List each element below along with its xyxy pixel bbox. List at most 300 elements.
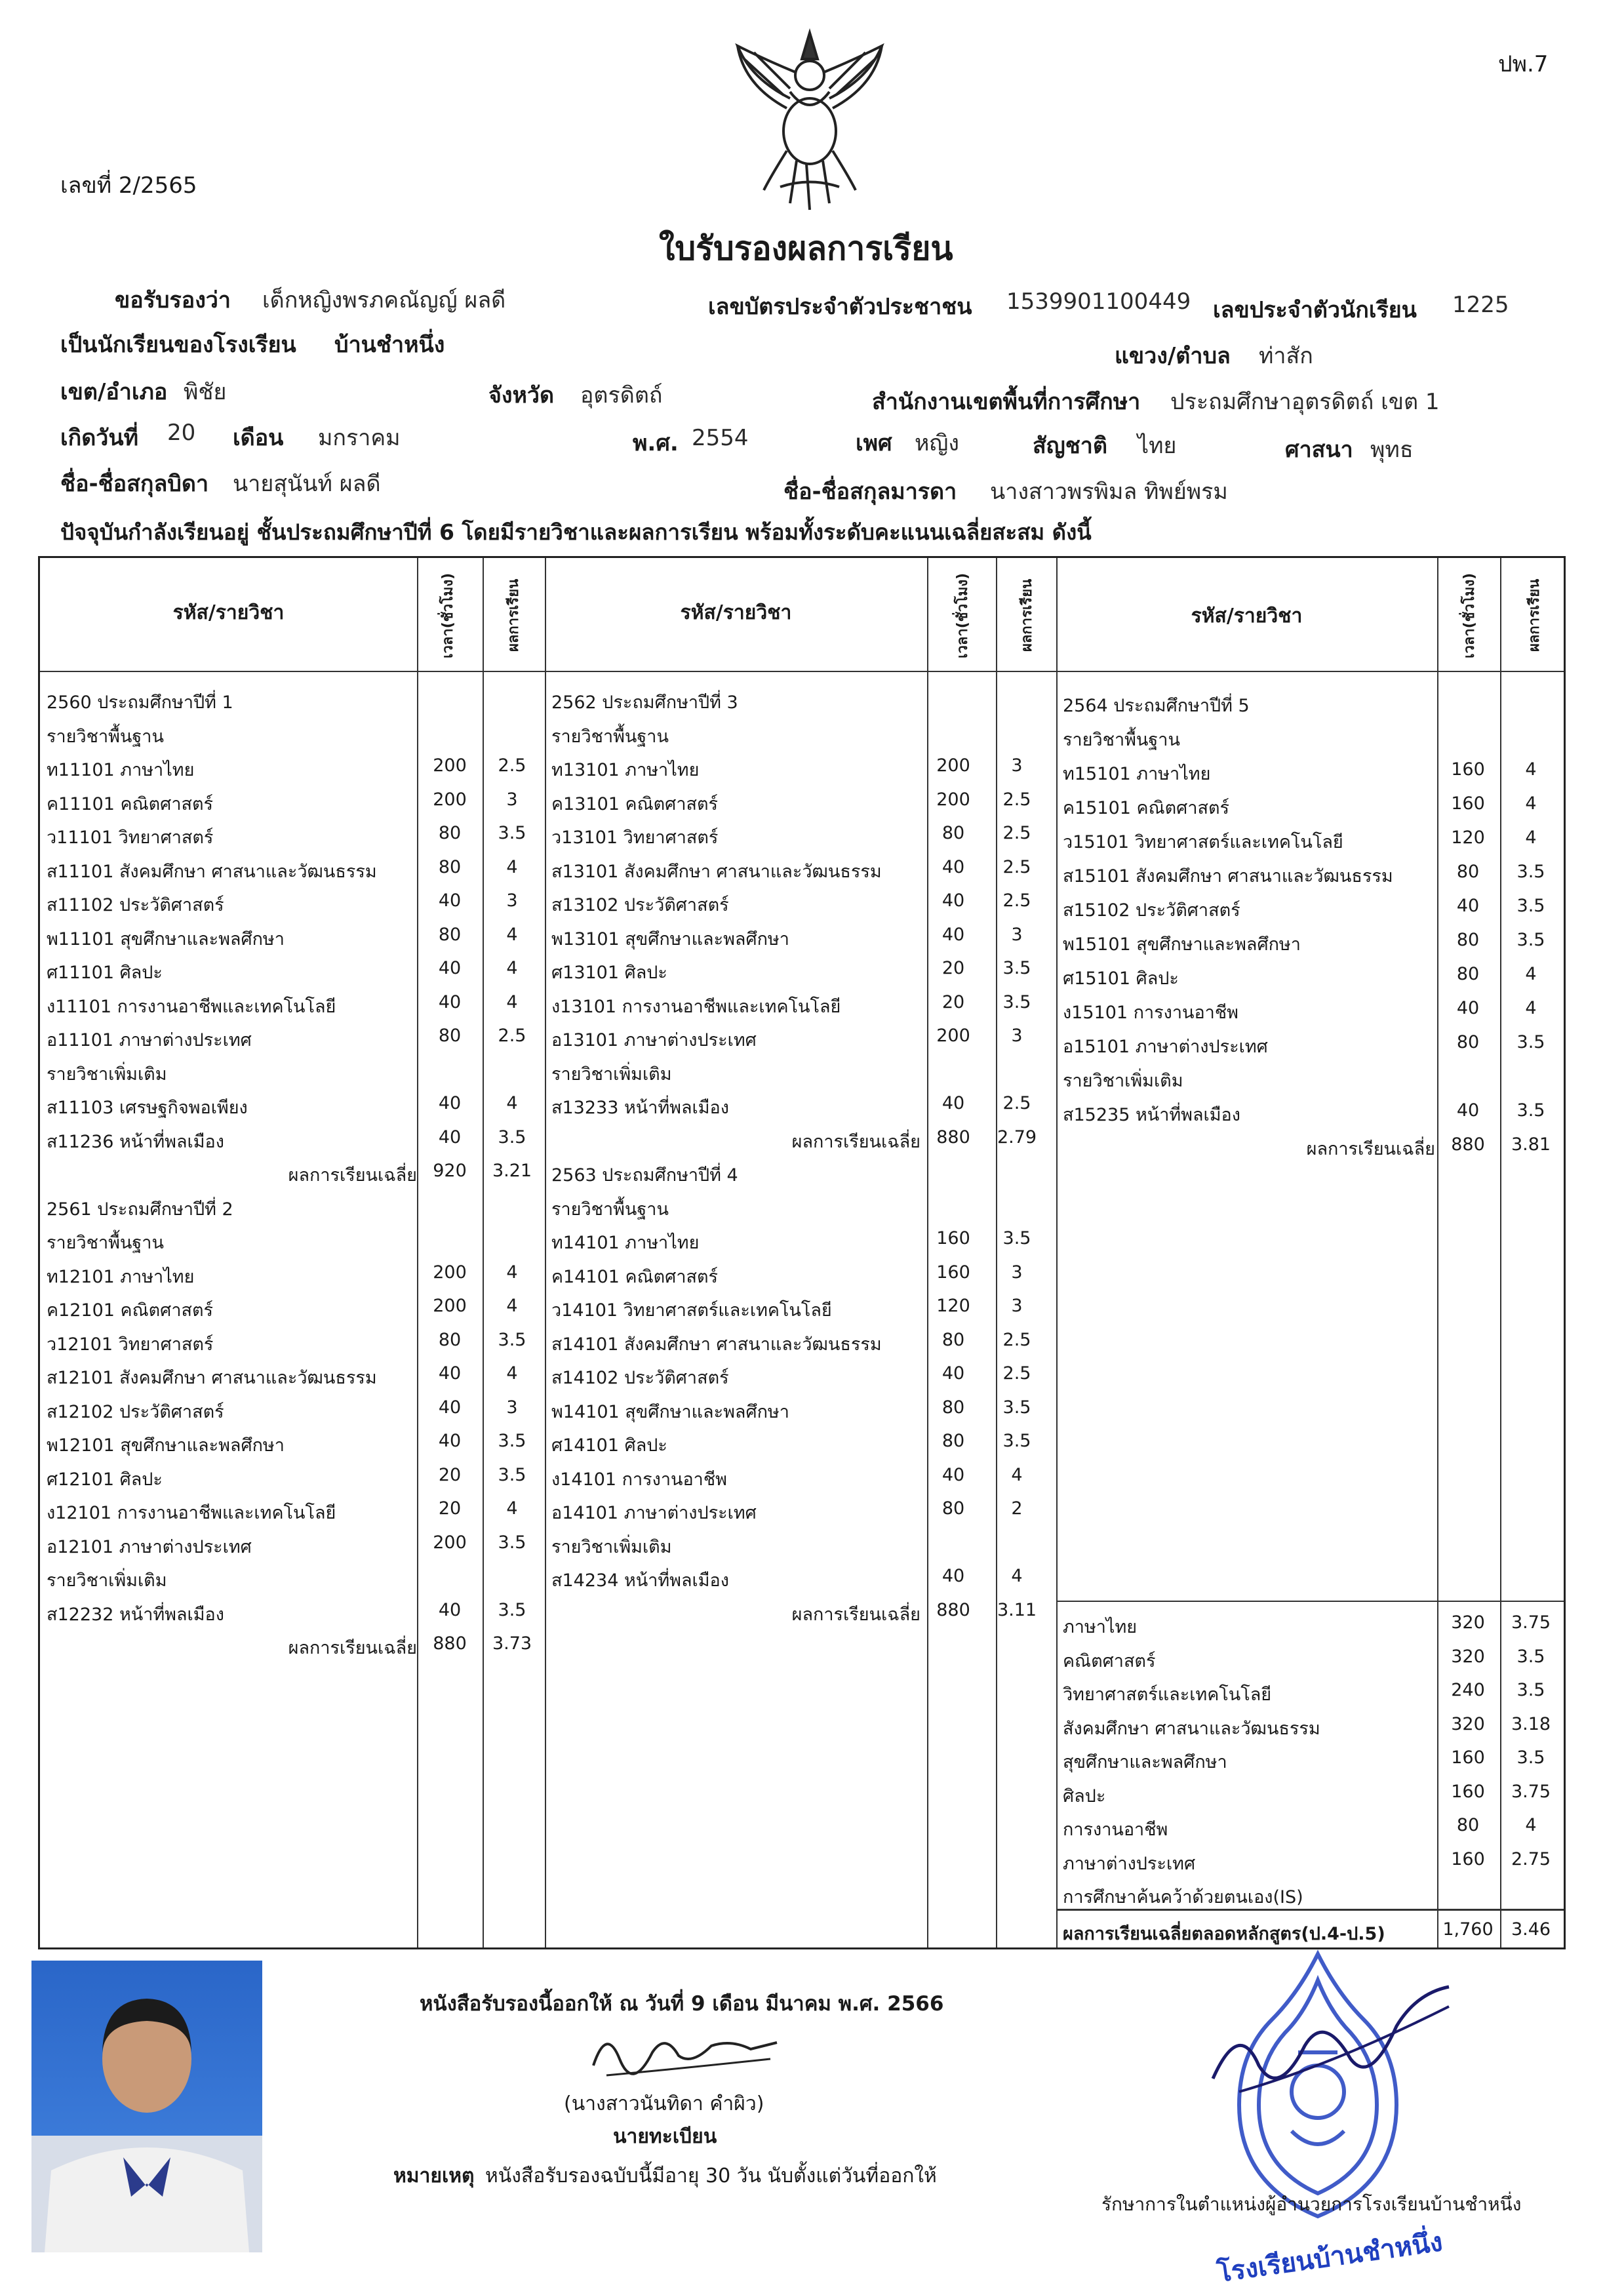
subject-hours: 880 — [1451, 1134, 1485, 1155]
id-card-label: เลขบัตรประจำตัวประชาชน — [708, 294, 972, 320]
subject-row — [40, 1020, 538, 1054]
subject-grade: 4 — [1525, 1815, 1537, 1835]
subject-name: พ15101 สุขศึกษาและพลศึกษา — [1063, 934, 1301, 955]
subject-hours: 200 — [936, 789, 970, 810]
section-row — [40, 1054, 538, 1088]
subject-grade: 3.73 — [492, 1633, 532, 1654]
subject-name: พ11101 สุขศึกษาและพลศึกษา — [47, 928, 285, 949]
header-subject-3: รหัส/รายวิชา — [1191, 605, 1303, 628]
subject-hours: 40 — [941, 856, 965, 877]
subject-grade: 2.5 — [1002, 1093, 1031, 1113]
district: พิชัย — [184, 379, 227, 405]
subject-name: ง14101 การงานอาชีพ — [551, 1469, 727, 1490]
subject-hours: 80 — [941, 823, 965, 843]
subject-hours: 160 — [1451, 1848, 1485, 1869]
subject-name: ส12232 หน้าที่พลเมือง — [47, 1604, 224, 1625]
subject-row — [1056, 890, 1557, 925]
subject-grade: 3 — [506, 789, 518, 810]
subject-grade: 4 — [1525, 828, 1537, 848]
subject-name: รายวิชาพื้นฐาน — [551, 726, 669, 747]
id-card: 1539901100449 — [1006, 289, 1191, 315]
subject-grade: 3 — [1011, 755, 1023, 776]
form-code: ปพ.7 — [1498, 51, 1549, 77]
subject-name: ว11101 วิทยาศาสตร์ — [47, 828, 214, 848]
subject-name: พ12101 สุขศึกษาและพลศึกษา — [47, 1435, 285, 1456]
header-hours-2: เวลา(ชั่วโมง) — [955, 572, 971, 658]
header-grade-3: ผลการเรียน — [1526, 578, 1543, 652]
subject-hours: 40 — [941, 1093, 965, 1113]
subject-row — [40, 953, 538, 987]
subject-hours: 160 — [1451, 793, 1485, 814]
subject-row — [40, 1325, 538, 1359]
subject-grade: 4 — [506, 1093, 518, 1113]
subject-hours: 920 — [433, 1161, 467, 1181]
average-row — [40, 1628, 538, 1662]
subject-grade: 3.5 — [1002, 1431, 1031, 1451]
father-label: ชื่อ-ชื่อสกุลบิดา — [60, 471, 209, 497]
subject-grade: 4 — [1525, 964, 1537, 984]
subject-row — [1056, 1095, 1557, 1129]
subject-name: ค13101 คณิตศาสตร์ — [551, 793, 718, 814]
status-line: ปัจจุบันกำลังเรียนอยู่ ชั้นประถมศึกษาปีที่ 6 โดยมีรายวิชาและผลการเรียน พร้อมทั้งระดับคะแนนเฉลี่ยสะสม ดังนี้ — [60, 519, 1092, 545]
section-row — [1056, 720, 1557, 754]
student-no: 1225 — [1452, 292, 1509, 318]
subject-row — [545, 1088, 1043, 1122]
subject-grade: 4 — [506, 991, 518, 1012]
subject-grade: 2.5 — [1002, 1363, 1031, 1384]
director-signature-icon — [1200, 1967, 1475, 2111]
subject-row — [40, 1527, 538, 1561]
subject-name: รายวิชาพื้นฐาน — [47, 1233, 164, 1253]
subject-name: ผลการเรียนเฉลี่ย — [791, 1131, 921, 1152]
subject-name: ส15101 สังคมศึกษา ศาสนาและวัฒนธรรม — [1063, 866, 1393, 887]
subject-name: 2564 ประถมศึกษาปีที่ 5 — [1063, 696, 1250, 716]
average-row — [1056, 1129, 1557, 1163]
subject-hours: 40 — [941, 1566, 965, 1586]
subject-name: ภาษาต่างประเทศ — [1063, 1853, 1196, 1874]
subject-hours: 200 — [433, 1532, 467, 1553]
subject-row — [40, 852, 538, 886]
subject-name: ส14101 สังคมศึกษา ศาสนาและวัฒนธรรม — [551, 1334, 882, 1355]
subject-hours: 40 — [438, 1363, 462, 1384]
subject-hours: 880 — [936, 1127, 970, 1148]
subject-name: ว14101 วิทยาศาสตร์และเทคโนโลยี — [551, 1300, 832, 1321]
subject-row — [40, 750, 538, 784]
subject-hours: 40 — [438, 958, 462, 978]
note-label: หมายเหตุ — [393, 2165, 475, 2187]
subject-name: รายวิชาเพิ่มเติม — [47, 1570, 167, 1591]
subject-name: ง12101 การงานอาชีพและเทคโนโลยี — [47, 1503, 336, 1523]
subject-hours: 40 — [941, 924, 965, 945]
subject-hours: 80 — [438, 1329, 462, 1350]
area-office-label: สำนักงานเขตพื้นที่การศึกษา — [872, 389, 1141, 415]
subject-name: ส13101 สังคมศึกษา ศาสนาและวัฒนธรรม — [551, 861, 882, 882]
subject-name: ผลการเรียนเฉลี่ย — [1306, 1139, 1435, 1159]
subject-name: รายวิชาเพิ่มเติม — [47, 1064, 167, 1085]
subject-name: อ11101 ภาษาต่างประเทศ — [47, 1030, 252, 1050]
subject-grade: 3.5 — [1002, 958, 1031, 978]
subject-grade: 4 — [506, 958, 518, 978]
section-row — [40, 683, 538, 717]
subject-grade: 4 — [1525, 759, 1537, 780]
birth-month-label: เดือน — [233, 425, 284, 451]
subject-row — [545, 1020, 1043, 1054]
birth-year: 2554 — [692, 425, 749, 451]
subject-hours: 200 — [433, 1262, 467, 1283]
subject-row — [40, 1392, 538, 1426]
subject-row — [545, 784, 1043, 818]
subject-hours: 80 — [1456, 1815, 1480, 1835]
subject-name: 2562 ประถมศึกษาปีที่ 3 — [551, 692, 738, 713]
subject-name: ส11236 หน้าที่พลเมือง — [47, 1131, 224, 1152]
birth-day: 20 — [167, 420, 196, 446]
subject-name: สังคมศึกษา ศาสนาและวัฒนธรรม — [1063, 1718, 1320, 1739]
section-row — [1056, 686, 1557, 720]
subject-row — [1056, 959, 1557, 993]
subject-hours: 880 — [433, 1633, 467, 1654]
subject-hours: 40 — [941, 890, 965, 911]
subject-grade: 3.5 — [498, 1329, 526, 1350]
province: อุตรดิตถ์ — [580, 382, 663, 409]
subject-hours: 40 — [438, 1127, 462, 1148]
subject-grade: 3.75 — [1511, 1781, 1551, 1802]
subject-hours: 40 — [1456, 998, 1480, 1018]
subject-row — [545, 750, 1043, 784]
subject-row — [545, 1460, 1043, 1494]
average-row — [545, 1595, 1043, 1629]
subject-row — [1056, 754, 1557, 788]
subject-row — [40, 1426, 538, 1460]
subject-name: ศ11101 ศิลปะ — [47, 963, 163, 983]
section-row — [545, 683, 1043, 717]
subject-grade: 3.5 — [1002, 991, 1031, 1012]
birth-year-label: พ.ศ. — [633, 430, 679, 456]
subject-hours: 40 — [438, 1397, 462, 1418]
student-name: เด็กหญิงพรภคณัญญ์ ผลดี — [262, 287, 506, 313]
subject-hours: 80 — [941, 1431, 965, 1451]
subject-row — [1056, 1877, 1557, 1911]
section-row — [545, 1054, 1043, 1088]
mother-name: นางสาวพรพิมล ทิพย์พรม — [990, 479, 1228, 505]
acting-director-line: รักษาการในตำแหน่งผู้อำนวยการโรงเรียนบ้านชำหนึ่ง — [1101, 2193, 1522, 2215]
subject-name: ศ13101 ศิลปะ — [551, 963, 667, 983]
subject-row — [545, 1493, 1043, 1527]
subject-name: ท11101 ภาษาไทย — [47, 760, 195, 780]
subject-hours: 160 — [936, 1262, 970, 1283]
subject-name: รายวิชาพื้นฐาน — [1063, 730, 1180, 750]
subject-name: ผลการเรียนเฉลี่ย — [288, 1165, 417, 1186]
subject-name: ท15101 ภาษาไทย — [1063, 764, 1211, 784]
subject-grade: 2.75 — [1511, 1848, 1551, 1869]
subject-row — [1056, 856, 1557, 890]
subject-grade: 3.11 — [997, 1599, 1037, 1620]
subject-row — [545, 1561, 1043, 1595]
subject-hours: 40 — [438, 991, 462, 1012]
subject-hours: 320 — [1451, 1612, 1485, 1633]
subject-row — [40, 1493, 538, 1527]
student-photo — [31, 1961, 262, 2252]
subject-row — [40, 784, 538, 818]
subject-hours: 80 — [1456, 1032, 1480, 1052]
subject-name: คณิตศาสตร์ — [1063, 1650, 1156, 1671]
subject-row — [40, 885, 538, 919]
subject-hours: 320 — [1451, 1646, 1485, 1667]
subject-grade: 3.5 — [1002, 1397, 1031, 1418]
subdistrict: ท่าสัก — [1259, 343, 1313, 369]
subject-name: การศึกษาค้นคว้าด้วยตนเอง(IS) — [1063, 1887, 1303, 1907]
subject-name: ค14101 คณิตศาสตร์ — [551, 1266, 718, 1287]
document-number: เลขที่ 2/2565 — [60, 172, 197, 199]
certify-label: ขอรับรองว่า — [115, 287, 231, 313]
subject-row — [545, 1325, 1043, 1359]
subject-grade: 3.5 — [1002, 1228, 1031, 1248]
section-row — [40, 717, 538, 751]
religion-label: ศาสนา — [1285, 437, 1353, 463]
subject-name: การงานอาชีพ — [1063, 1820, 1168, 1840]
subject-hours: 40 — [438, 1431, 462, 1451]
student-portrait-icon — [31, 1961, 262, 2252]
subject-row — [40, 1358, 538, 1392]
subject-hours: 20 — [941, 991, 965, 1012]
director-signature — [1200, 1967, 1475, 2111]
subject-name: ค12101 คณิตศาสตร์ — [47, 1300, 213, 1321]
subject-row — [545, 852, 1043, 886]
header-subject-2: รหัส/รายวิชา — [680, 601, 792, 624]
subject-name: สุขศึกษาและพลศึกษา — [1063, 1752, 1227, 1772]
subject-name: ผลการเรียนเฉลี่ย — [791, 1604, 921, 1625]
subject-name: ง13101 การงานอาชีพและเทคโนโลยี — [551, 996, 841, 1017]
subject-row — [545, 818, 1043, 852]
subject-grade: 3.5 — [498, 1532, 526, 1553]
subject-name: วิทยาศาสตร์และเทคโนโลยี — [1063, 1685, 1272, 1705]
subject-name: ศ15101 ศิลปะ — [1063, 968, 1179, 989]
subject-grade: 3 — [1011, 1026, 1023, 1046]
subject-name: ท12101 ภาษาไทย — [47, 1266, 195, 1287]
father-name: นายสุนันท์ ผลดี — [233, 471, 381, 497]
overall-label: ผลการเรียนเฉลี่ยตลอดหลักสูตร(ป.4-ป.5) — [1063, 1924, 1385, 1944]
subject-grade: 2.5 — [1002, 1329, 1031, 1350]
subject-row — [545, 953, 1043, 987]
subject-grade: 4 — [506, 924, 518, 945]
subject-hours: 880 — [936, 1599, 970, 1620]
subject-hours: 160 — [1451, 759, 1485, 780]
subject-name: ส14102 ประวัติศาสตร์ — [551, 1368, 729, 1388]
district-label: เขต/อำเภอ — [60, 379, 168, 405]
subject-row — [1056, 1709, 1557, 1743]
subject-grade: 3.5 — [498, 823, 526, 843]
overall-grade: 3.46 — [1511, 1919, 1551, 1940]
subject-grade: 3 — [1011, 1262, 1023, 1283]
subject-name: ท13101 ภาษาไทย — [551, 760, 700, 780]
subject-row — [545, 1290, 1043, 1325]
religion: พุทธ — [1370, 437, 1414, 463]
subject-row — [40, 1460, 538, 1494]
section-row — [40, 1189, 538, 1224]
subject-row — [545, 1257, 1043, 1291]
subject-row — [1056, 1776, 1557, 1810]
signature-icon — [580, 2013, 797, 2085]
average-row — [545, 1122, 1043, 1156]
birth-month: มกราคม — [318, 425, 401, 451]
section-row — [545, 1189, 1043, 1224]
school-name: บ้านชำหนึ่ง — [334, 332, 445, 358]
subject-grade: 2.5 — [1002, 856, 1031, 877]
mother-label: ชื่อ-ชื่อสกุลมารดา — [783, 479, 957, 505]
subject-row — [40, 1122, 538, 1156]
subject-name: ศ14101 ศิลปะ — [551, 1435, 667, 1456]
subject-row — [1056, 1810, 1557, 1844]
subject-name: ว13101 วิทยาศาสตร์ — [551, 828, 719, 848]
subject-grade: 4 — [1011, 1566, 1023, 1586]
subject-name: ค15101 คณิตศาสตร์ — [1063, 798, 1229, 818]
subdistrict-label: แขวง/ตำบล — [1115, 343, 1231, 369]
header-grade-1: ผลการเรียน — [505, 578, 522, 652]
subject-grade: 4 — [506, 1262, 518, 1283]
subject-row — [545, 1223, 1043, 1257]
section-row — [545, 717, 1043, 751]
subject-name: ส15102 ประวัติศาสตร์ — [1063, 900, 1240, 921]
subject-row — [40, 919, 538, 953]
subject-row — [1056, 925, 1557, 959]
subject-grade: 4 — [506, 1498, 518, 1519]
subject-row — [1056, 993, 1557, 1027]
subject-hours: 40 — [438, 1093, 462, 1113]
subject-name: พ13101 สุขศึกษาและพลศึกษา — [551, 928, 789, 949]
garuda-icon — [724, 20, 895, 216]
section-row — [545, 1527, 1043, 1561]
seal-text: โรงเรียนบ้านชำหนึ่ง — [1215, 2227, 1445, 2288]
subject-grade: 3.5 — [498, 1127, 526, 1148]
school-label: เป็นนักเรียนของโรงเรียน — [60, 332, 296, 358]
header-hours-1: เวลา(ชั่วโมง) — [440, 572, 456, 658]
subject-grade: 3.5 — [1516, 1100, 1545, 1121]
subject-hours: 40 — [941, 1363, 965, 1384]
subject-name: 2560 ประถมศึกษาปีที่ 1 — [47, 692, 233, 713]
subject-row — [40, 818, 538, 852]
subject-hours: 80 — [438, 1026, 462, 1046]
birth-day-label: เกิดวันที่ — [60, 425, 139, 451]
subject-hours: 160 — [1451, 1781, 1485, 1802]
subject-grade: 3.5 — [1516, 1646, 1545, 1667]
average-row — [40, 1155, 538, 1189]
subject-hours: 120 — [936, 1296, 970, 1316]
province-label: จังหวัด — [488, 382, 555, 409]
subject-grade: 2 — [1011, 1498, 1023, 1519]
subject-grade: 3 — [1011, 924, 1023, 945]
subject-grade: 2.5 — [1002, 823, 1031, 843]
subject-name: อ14101 ภาษาต่างประเทศ — [551, 1503, 757, 1523]
subject-name: พ14101 สุขศึกษาและพลศึกษา — [551, 1401, 789, 1422]
subject-name: ส11102 ประวัติศาสตร์ — [47, 895, 224, 915]
nationality: ไทย — [1138, 433, 1177, 459]
subject-grade: 4 — [1011, 1464, 1023, 1485]
subject-hours: 320 — [1451, 1713, 1485, 1734]
registrar-signature — [580, 2013, 797, 2085]
subject-row — [40, 987, 538, 1021]
subject-grade: 3 — [1011, 1296, 1023, 1316]
header-hours-3: เวลา(ชั่วโมง) — [1461, 572, 1478, 658]
subject-row — [545, 1426, 1043, 1460]
note-text: หนังสือรับรองฉบับนี้มีอายุ 30 วัน นับตั้งแต่วันที่ออกให้ — [485, 2165, 937, 2187]
subject-name: ง15101 การงานอาชีพ — [1063, 1003, 1238, 1023]
subject-name: อ13101 ภาษาต่างประเทศ — [551, 1030, 757, 1050]
subject-grade: 3.18 — [1511, 1713, 1551, 1734]
subject-name: ค11101 คณิตศาสตร์ — [47, 793, 213, 814]
subject-name: ท14101 ภาษาไทย — [551, 1233, 700, 1253]
subject-name: ส12102 ประวัติศาสตร์ — [47, 1401, 224, 1422]
subject-name: ส11103 เศรษฐกิจพอเพียง — [47, 1098, 248, 1118]
subject-hours: 40 — [438, 1599, 462, 1620]
section-row — [545, 1155, 1043, 1189]
subject-name: รายวิชาพื้นฐาน — [551, 1199, 669, 1220]
subject-name: อ15101 ภาษาต่างประเทศ — [1063, 1037, 1268, 1057]
area-office: ประถมศึกษาอุตรดิตถ์ เขต 1 — [1170, 389, 1440, 415]
subject-hours: 20 — [438, 1464, 462, 1485]
subject-name: ภาษาไทย — [1063, 1617, 1138, 1637]
subject-grade: 3.81 — [1511, 1134, 1551, 1155]
subject-row — [545, 987, 1043, 1021]
subject-grade: 3.5 — [1516, 1747, 1545, 1768]
subject-grade: 3.5 — [1516, 1680, 1545, 1700]
subject-grade: 3.5 — [1516, 896, 1545, 916]
subject-row — [545, 1358, 1043, 1392]
page-title: ใบรับรองผลการเรียน — [659, 230, 953, 268]
header-grade-2: ผลการเรียน — [1019, 578, 1035, 652]
subject-name: ส14234 หน้าที่พลเมือง — [551, 1570, 729, 1591]
subject-row — [1056, 1844, 1557, 1878]
section-row — [40, 1561, 538, 1595]
subject-row — [40, 1257, 538, 1291]
subject-row — [545, 1392, 1043, 1426]
subject-grade: 3.5 — [498, 1431, 526, 1451]
subject-row — [1056, 1742, 1557, 1776]
subject-hours: 40 — [438, 890, 462, 911]
subject-hours: 120 — [1451, 828, 1485, 848]
subject-hours: 200 — [433, 789, 467, 810]
registrar-title: นายทะเบียน — [613, 2125, 717, 2148]
registrar-name: (นางสาวนันทิดา คำผิว) — [564, 2092, 764, 2115]
subject-hours: 20 — [941, 958, 965, 978]
overall-hours: 1,760 — [1442, 1919, 1494, 1940]
subject-hours: 160 — [1451, 1747, 1485, 1768]
issued-line: หนังสือรับรองนี้ออกให้ ณ วันที่ 9 เดือน มีนาคม พ.ศ. 2566 — [420, 1992, 944, 2016]
subject-row — [1056, 1675, 1557, 1709]
subject-name: รายวิชาเพิ่มเติม — [1063, 1071, 1183, 1091]
subject-name: ส12101 สังคมศึกษา ศาสนาและวัฒนธรรม — [47, 1368, 377, 1388]
subject-grade: 3 — [506, 890, 518, 911]
header-subject-1: รหัส/รายวิชา — [172, 601, 285, 624]
subject-name: ศิลปะ — [1063, 1786, 1106, 1806]
subject-hours: 80 — [941, 1397, 965, 1418]
subject-name: 2563 ประถมศึกษาปีที่ 4 — [551, 1165, 738, 1186]
subject-hours: 200 — [936, 755, 970, 776]
subject-hours: 40 — [1456, 896, 1480, 916]
subject-hours: 80 — [438, 823, 462, 843]
section-row — [1056, 1061, 1557, 1095]
nationality-label: สัญชาติ — [1033, 433, 1107, 459]
subject-name: รายวิชาเพิ่มเติม — [551, 1536, 672, 1557]
subject-hours: 80 — [438, 856, 462, 877]
subject-name: รายวิชาพื้นฐาน — [47, 726, 164, 747]
subject-row — [545, 919, 1043, 953]
subject-name: ผลการเรียนเฉลี่ย — [288, 1638, 417, 1658]
section-row — [40, 1223, 538, 1257]
subject-grade: 2.5 — [498, 755, 526, 776]
subject-row — [40, 1088, 538, 1122]
subject-name: ว15101 วิทยาศาสตร์และเทคโนโลยี — [1063, 832, 1343, 852]
subject-name: ส13233 หน้าที่พลเมือง — [551, 1098, 729, 1118]
subject-grade: 3.5 — [1516, 1032, 1545, 1052]
